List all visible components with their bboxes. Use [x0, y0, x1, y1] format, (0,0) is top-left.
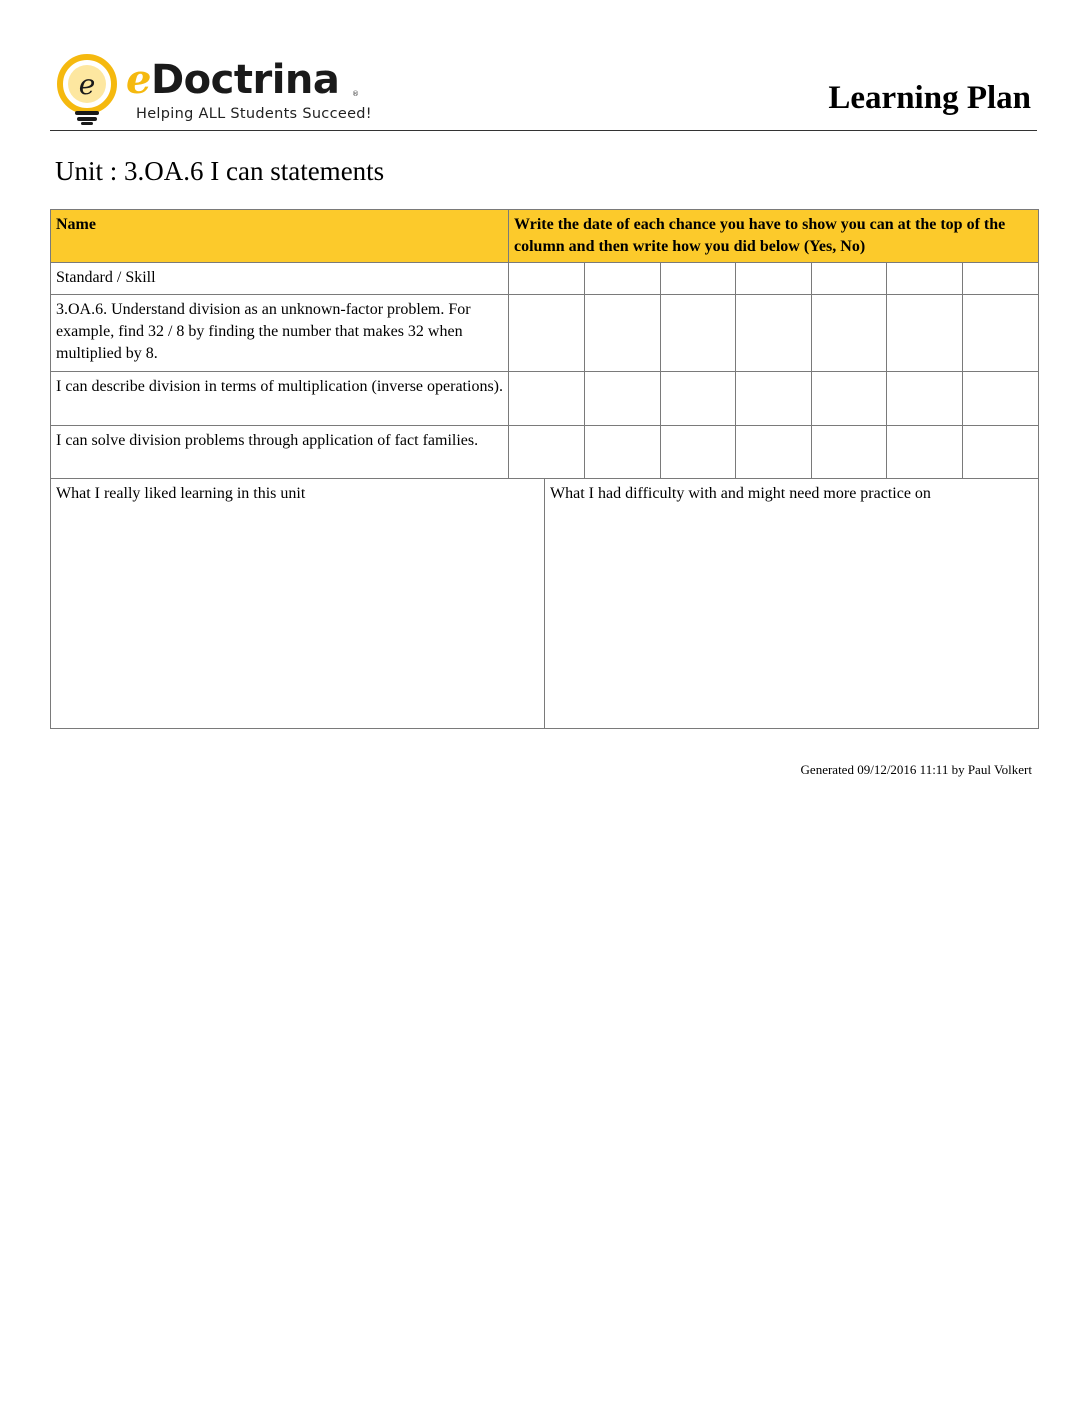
result-cell[interactable]	[963, 295, 1039, 372]
result-cell[interactable]	[963, 426, 1039, 479]
lightbulb-icon	[54, 54, 120, 126]
result-cell[interactable]	[585, 295, 661, 372]
result-cell[interactable]	[736, 372, 812, 426]
skill-label: Standard / Skill	[51, 263, 509, 295]
page-header	[50, 50, 1037, 131]
date-cell[interactable]	[963, 263, 1039, 295]
reflection-table	[50, 478, 1039, 729]
result-cell[interactable]	[812, 295, 887, 372]
result-cell[interactable]	[661, 295, 736, 372]
skill-text: I can describe division in terms of multiplication (inverse operations).	[51, 372, 509, 426]
result-cell[interactable]	[736, 426, 812, 479]
table-row	[51, 295, 1039, 372]
date-cell[interactable]	[661, 263, 736, 295]
logo-tagline: Helping ALL Students Succeed!	[136, 106, 372, 122]
date-cell[interactable]	[509, 263, 585, 295]
logo-wordmark: eDoctrina	[126, 56, 340, 103]
result-cell[interactable]	[887, 295, 963, 372]
skill-text: I can solve division problems through application of fact families.	[51, 426, 509, 479]
result-cell[interactable]	[887, 372, 963, 426]
reflection-row	[51, 479, 1039, 729]
table-row	[51, 372, 1039, 426]
edoctrina-logo	[54, 52, 374, 128]
result-cell[interactable]	[585, 372, 661, 426]
date-cell[interactable]	[585, 263, 661, 295]
result-cell[interactable]	[509, 295, 585, 372]
result-cell[interactable]	[661, 372, 736, 426]
date-cell[interactable]	[736, 263, 812, 295]
result-cell[interactable]	[509, 372, 585, 426]
date-cell[interactable]	[812, 263, 887, 295]
generated-footer: Generated 09/12/2016 11:11 by Paul Volkert	[800, 762, 1032, 777]
instructions-header: Write the date of each chance you have to show you can at the top of the column and then write how you did below (Yes, No)	[509, 210, 1039, 263]
table-row	[51, 426, 1039, 479]
table-header-row	[51, 210, 1039, 263]
result-cell[interactable]	[887, 426, 963, 479]
assessment-table	[50, 209, 1039, 479]
result-cell[interactable]	[812, 426, 887, 479]
result-cell[interactable]	[812, 372, 887, 426]
date-cell[interactable]	[887, 263, 963, 295]
registered-mark: ®	[352, 90, 359, 98]
result-cell[interactable]	[661, 426, 736, 479]
result-cell[interactable]	[509, 426, 585, 479]
date-row	[51, 263, 1039, 295]
result-cell[interactable]	[736, 295, 812, 372]
name-header: Name	[51, 210, 509, 263]
liked-learning-box[interactable]: What I really liked learning in this unit	[51, 479, 545, 729]
skill-text: 3.OA.6. Understand division as an unknown-factor problem. For example, find 32 / 8 by finding the number that makes 32 when multiplied by 8.	[51, 295, 509, 372]
unit-title: Unit : 3.OA.6 I can statements	[55, 156, 385, 186]
svg-text:e: e	[78, 68, 96, 101]
result-cell[interactable]	[585, 426, 661, 479]
result-cell[interactable]	[963, 372, 1039, 426]
document-title: Learning Plan	[828, 80, 1031, 116]
difficulty-box[interactable]: What I had difficulty with and might need more practice on	[545, 479, 1039, 729]
